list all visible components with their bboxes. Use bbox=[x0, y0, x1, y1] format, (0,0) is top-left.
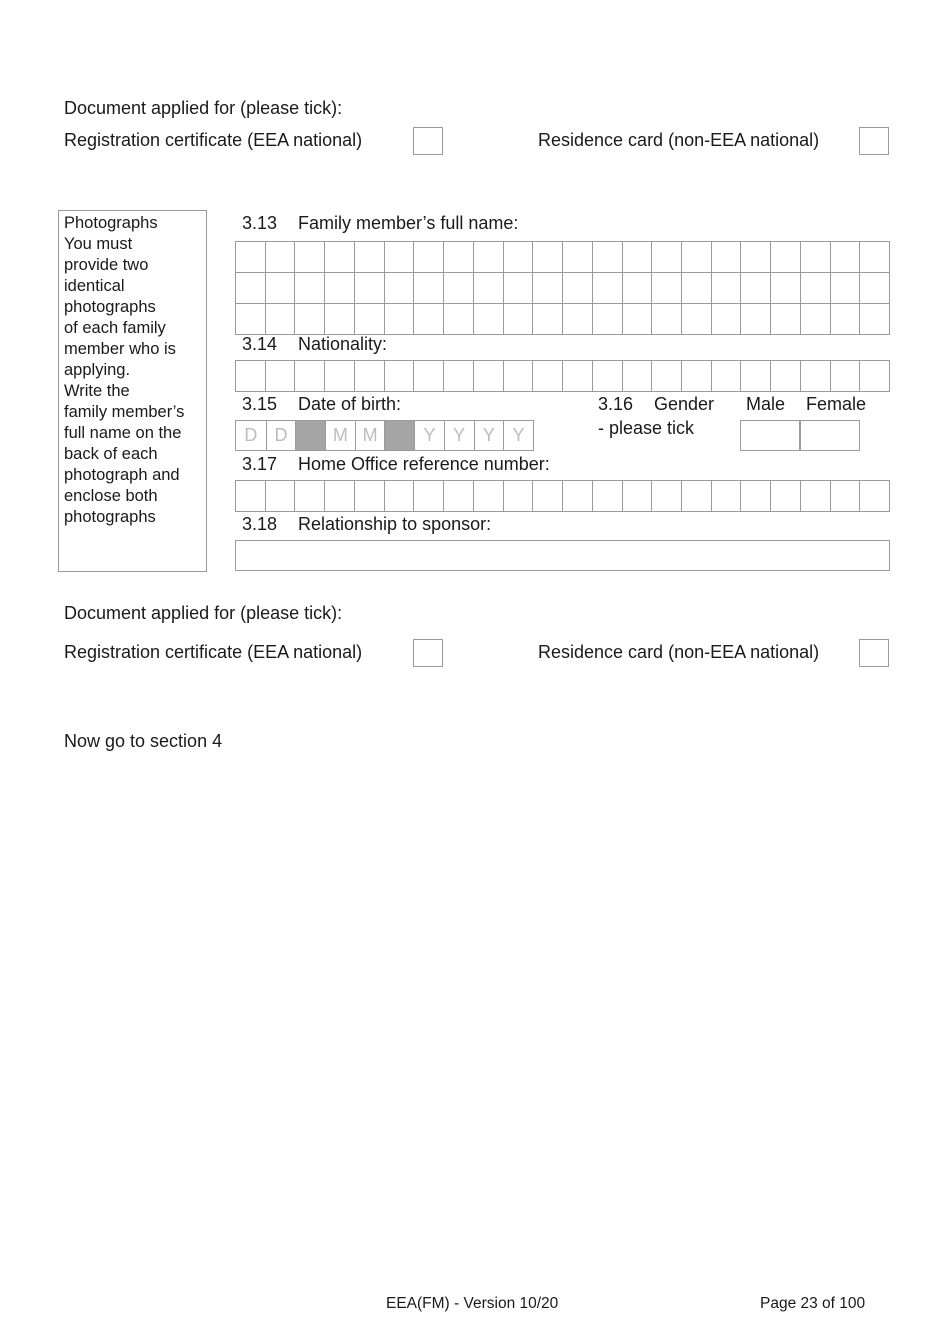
character-box[interactable] bbox=[354, 361, 384, 391]
character-box[interactable] bbox=[622, 242, 652, 272]
dob-month-cell[interactable]: M bbox=[325, 421, 355, 450]
character-box[interactable] bbox=[413, 481, 443, 511]
character-box[interactable] bbox=[443, 481, 473, 511]
grid-row bbox=[236, 481, 889, 511]
photo-line: family member’s bbox=[64, 403, 185, 421]
character-box[interactable] bbox=[503, 481, 533, 511]
character-box[interactable] bbox=[443, 242, 473, 272]
character-box[interactable] bbox=[503, 242, 533, 272]
full-name-grid[interactable] bbox=[235, 241, 890, 335]
character-box[interactable] bbox=[413, 273, 443, 303]
photo-line: photograph and bbox=[64, 466, 180, 484]
character-box[interactable] bbox=[473, 361, 503, 391]
character-box[interactable] bbox=[622, 304, 652, 334]
character-box[interactable] bbox=[354, 304, 384, 334]
character-box[interactable] bbox=[592, 481, 622, 511]
character-box[interactable] bbox=[473, 242, 503, 272]
character-box[interactable] bbox=[681, 481, 711, 511]
character-box[interactable] bbox=[324, 304, 354, 334]
dob-separator bbox=[384, 421, 414, 450]
character-box[interactable] bbox=[294, 481, 324, 511]
character-box[interactable] bbox=[503, 361, 533, 391]
photographs-instructions bbox=[64, 213, 204, 528]
document-applied-label-2: Document applied for (please tick): bbox=[64, 603, 343, 623]
photo-line: provide two bbox=[64, 256, 149, 274]
photo-line: Photographs bbox=[64, 214, 158, 232]
photo-line: member who is bbox=[64, 340, 176, 358]
character-box[interactable] bbox=[236, 273, 265, 303]
character-box[interactable] bbox=[740, 304, 770, 334]
character-box[interactable] bbox=[770, 242, 800, 272]
character-box[interactable] bbox=[770, 273, 800, 303]
character-box[interactable] bbox=[859, 481, 889, 511]
gender-male-label: Male bbox=[746, 394, 786, 414]
character-box[interactable] bbox=[503, 304, 533, 334]
character-box[interactable] bbox=[651, 481, 681, 511]
character-box[interactable] bbox=[413, 304, 443, 334]
character-box[interactable] bbox=[562, 481, 592, 511]
character-box[interactable] bbox=[651, 304, 681, 334]
character-box[interactable] bbox=[532, 242, 562, 272]
grid-row bbox=[236, 272, 889, 303]
gender-male-checkbox[interactable] bbox=[740, 420, 800, 451]
character-box[interactable] bbox=[681, 242, 711, 272]
dob-day-cell[interactable]: D bbox=[244, 425, 258, 445]
character-box[interactable] bbox=[830, 273, 860, 303]
dob-separator bbox=[295, 421, 325, 450]
character-box[interactable] bbox=[711, 242, 741, 272]
photo-line: of each family bbox=[64, 319, 166, 337]
character-box[interactable] bbox=[324, 273, 354, 303]
dob-month-cell[interactable]: M bbox=[355, 421, 385, 450]
character-box[interactable] bbox=[413, 361, 443, 391]
q313-number: 3.13 bbox=[242, 213, 278, 233]
nationality-grid[interactable] bbox=[235, 360, 890, 392]
character-box[interactable] bbox=[681, 361, 711, 391]
character-box[interactable] bbox=[532, 361, 562, 391]
character-box[interactable] bbox=[651, 273, 681, 303]
character-box[interactable] bbox=[473, 273, 503, 303]
q317-label: Home Office reference number: bbox=[298, 454, 550, 474]
character-box[interactable] bbox=[740, 242, 770, 272]
character-box[interactable] bbox=[681, 304, 711, 334]
q316-sublabel: - please tick bbox=[598, 418, 695, 438]
character-box[interactable] bbox=[800, 481, 830, 511]
character-box[interactable] bbox=[324, 361, 354, 391]
document-applied-label: Document applied for (please tick): bbox=[64, 98, 343, 118]
character-box[interactable] bbox=[294, 304, 324, 334]
character-box[interactable] bbox=[592, 361, 622, 391]
q316-number: 3.16 bbox=[598, 394, 634, 414]
character-box[interactable] bbox=[236, 481, 265, 511]
character-box[interactable] bbox=[622, 361, 652, 391]
character-box[interactable] bbox=[800, 361, 830, 391]
gender-female-label: Female bbox=[806, 394, 867, 414]
character-box[interactable] bbox=[622, 481, 652, 511]
character-box[interactable] bbox=[354, 481, 384, 511]
character-box[interactable] bbox=[830, 304, 860, 334]
character-box[interactable] bbox=[740, 361, 770, 391]
character-box[interactable] bbox=[443, 273, 473, 303]
q315-label: Date of birth: bbox=[298, 394, 402, 414]
q314-label: Nationality: bbox=[298, 334, 388, 354]
character-box[interactable] bbox=[859, 273, 889, 303]
character-box[interactable] bbox=[532, 273, 562, 303]
grid-row bbox=[236, 242, 889, 272]
character-box[interactable] bbox=[324, 242, 354, 272]
character-box[interactable] bbox=[503, 273, 533, 303]
character-box[interactable] bbox=[592, 304, 622, 334]
character-box[interactable] bbox=[236, 242, 265, 272]
character-box[interactable] bbox=[236, 361, 265, 391]
photo-line: photographs bbox=[64, 508, 156, 526]
photo-line: Write the bbox=[64, 382, 130, 400]
character-box[interactable] bbox=[443, 361, 473, 391]
character-box[interactable] bbox=[651, 361, 681, 391]
character-box[interactable] bbox=[562, 304, 592, 334]
residence-card-checkbox[interactable] bbox=[859, 127, 889, 155]
character-box[interactable] bbox=[532, 304, 562, 334]
grid-row bbox=[236, 361, 889, 391]
footer-version: EEA(FM) - Version 10/20 bbox=[386, 1295, 559, 1312]
character-box[interactable] bbox=[294, 242, 324, 272]
q314-number: 3.14 bbox=[242, 334, 278, 354]
footer-page-number: Page 23 of 100 bbox=[760, 1295, 866, 1312]
character-box[interactable] bbox=[592, 242, 622, 272]
registration-certificate-label-2: Registration certificate (EEA national) bbox=[64, 642, 363, 662]
character-box[interactable] bbox=[651, 242, 681, 272]
character-box[interactable] bbox=[384, 273, 414, 303]
photo-line: identical bbox=[64, 277, 125, 295]
grid-row bbox=[236, 303, 889, 334]
character-box[interactable] bbox=[265, 361, 295, 391]
q316-label: Gender bbox=[654, 394, 715, 414]
character-box[interactable] bbox=[294, 361, 324, 391]
dob-year-cell[interactable]: Y bbox=[503, 421, 533, 450]
character-box[interactable] bbox=[859, 361, 889, 391]
dob-day-cell[interactable]: D bbox=[266, 421, 296, 450]
character-box[interactable] bbox=[384, 242, 414, 272]
q317-number: 3.17 bbox=[242, 454, 278, 474]
residence-card-checkbox-2[interactable] bbox=[859, 639, 889, 667]
character-box[interactable] bbox=[740, 481, 770, 511]
character-box[interactable] bbox=[532, 481, 562, 511]
registration-certificate-checkbox[interactable] bbox=[413, 127, 443, 155]
character-box[interactable] bbox=[265, 304, 295, 334]
character-box[interactable] bbox=[265, 481, 295, 511]
character-box[interactable] bbox=[562, 361, 592, 391]
dob-year-cell[interactable]: Y bbox=[444, 421, 474, 450]
character-box[interactable] bbox=[859, 242, 889, 272]
q318-label: Relationship to sponsor: bbox=[298, 514, 492, 534]
home-office-ref-grid[interactable] bbox=[235, 480, 890, 512]
residence-card-label-2: Residence card (non-EEA national) bbox=[538, 642, 820, 662]
character-box[interactable] bbox=[711, 481, 741, 511]
character-box[interactable] bbox=[859, 304, 889, 334]
q315-number: 3.15 bbox=[242, 394, 278, 414]
gender-female-checkbox[interactable] bbox=[800, 420, 860, 451]
character-box[interactable] bbox=[384, 481, 414, 511]
character-box[interactable] bbox=[800, 273, 830, 303]
character-box[interactable] bbox=[800, 304, 830, 334]
character-box[interactable] bbox=[265, 242, 295, 272]
q313-label: Family member’s full name: bbox=[298, 213, 519, 233]
dob-year-cell[interactable]: Y bbox=[414, 421, 444, 450]
character-box[interactable] bbox=[830, 361, 860, 391]
character-box[interactable] bbox=[294, 273, 324, 303]
character-box[interactable] bbox=[354, 273, 384, 303]
character-box[interactable] bbox=[324, 481, 354, 511]
character-box[interactable] bbox=[770, 304, 800, 334]
photo-line: applying. bbox=[64, 361, 131, 379]
character-box[interactable] bbox=[711, 273, 741, 303]
character-box[interactable] bbox=[473, 481, 503, 511]
character-box[interactable] bbox=[770, 361, 800, 391]
registration-certificate-checkbox-2[interactable] bbox=[413, 639, 443, 667]
character-box[interactable] bbox=[443, 304, 473, 334]
character-box[interactable] bbox=[562, 242, 592, 272]
character-box[interactable] bbox=[800, 242, 830, 272]
photo-line: photographs bbox=[64, 298, 156, 316]
character-box[interactable] bbox=[413, 242, 443, 272]
character-box[interactable] bbox=[384, 361, 414, 391]
character-box[interactable] bbox=[236, 304, 265, 334]
residence-card-label: Residence card (non-EEA national) bbox=[538, 130, 820, 150]
photo-line: back of each bbox=[64, 445, 158, 463]
registration-certificate-label: Registration certificate (EEA national) bbox=[64, 130, 363, 150]
character-box[interactable] bbox=[740, 273, 770, 303]
character-box[interactable] bbox=[265, 273, 295, 303]
character-box[interactable] bbox=[384, 304, 414, 334]
character-box[interactable] bbox=[830, 242, 860, 272]
character-box[interactable] bbox=[770, 481, 800, 511]
character-box[interactable] bbox=[354, 242, 384, 272]
date-of-birth-field[interactable] bbox=[235, 420, 534, 451]
next-section-text: Now go to section 4 bbox=[64, 731, 223, 751]
character-box[interactable] bbox=[473, 304, 503, 334]
q318-number: 3.18 bbox=[242, 514, 278, 534]
relationship-input[interactable] bbox=[235, 540, 890, 571]
photo-line: You must bbox=[64, 235, 133, 253]
photo-line: full name on the bbox=[64, 424, 182, 442]
character-box[interactable] bbox=[711, 304, 741, 334]
character-box[interactable] bbox=[830, 481, 860, 511]
character-box[interactable] bbox=[562, 273, 592, 303]
photo-line: enclose both bbox=[64, 487, 158, 505]
dob-year-cell[interactable]: Y bbox=[474, 421, 504, 450]
character-box[interactable] bbox=[622, 273, 652, 303]
character-box[interactable] bbox=[711, 361, 741, 391]
character-box[interactable] bbox=[681, 273, 711, 303]
character-box[interactable] bbox=[592, 273, 622, 303]
